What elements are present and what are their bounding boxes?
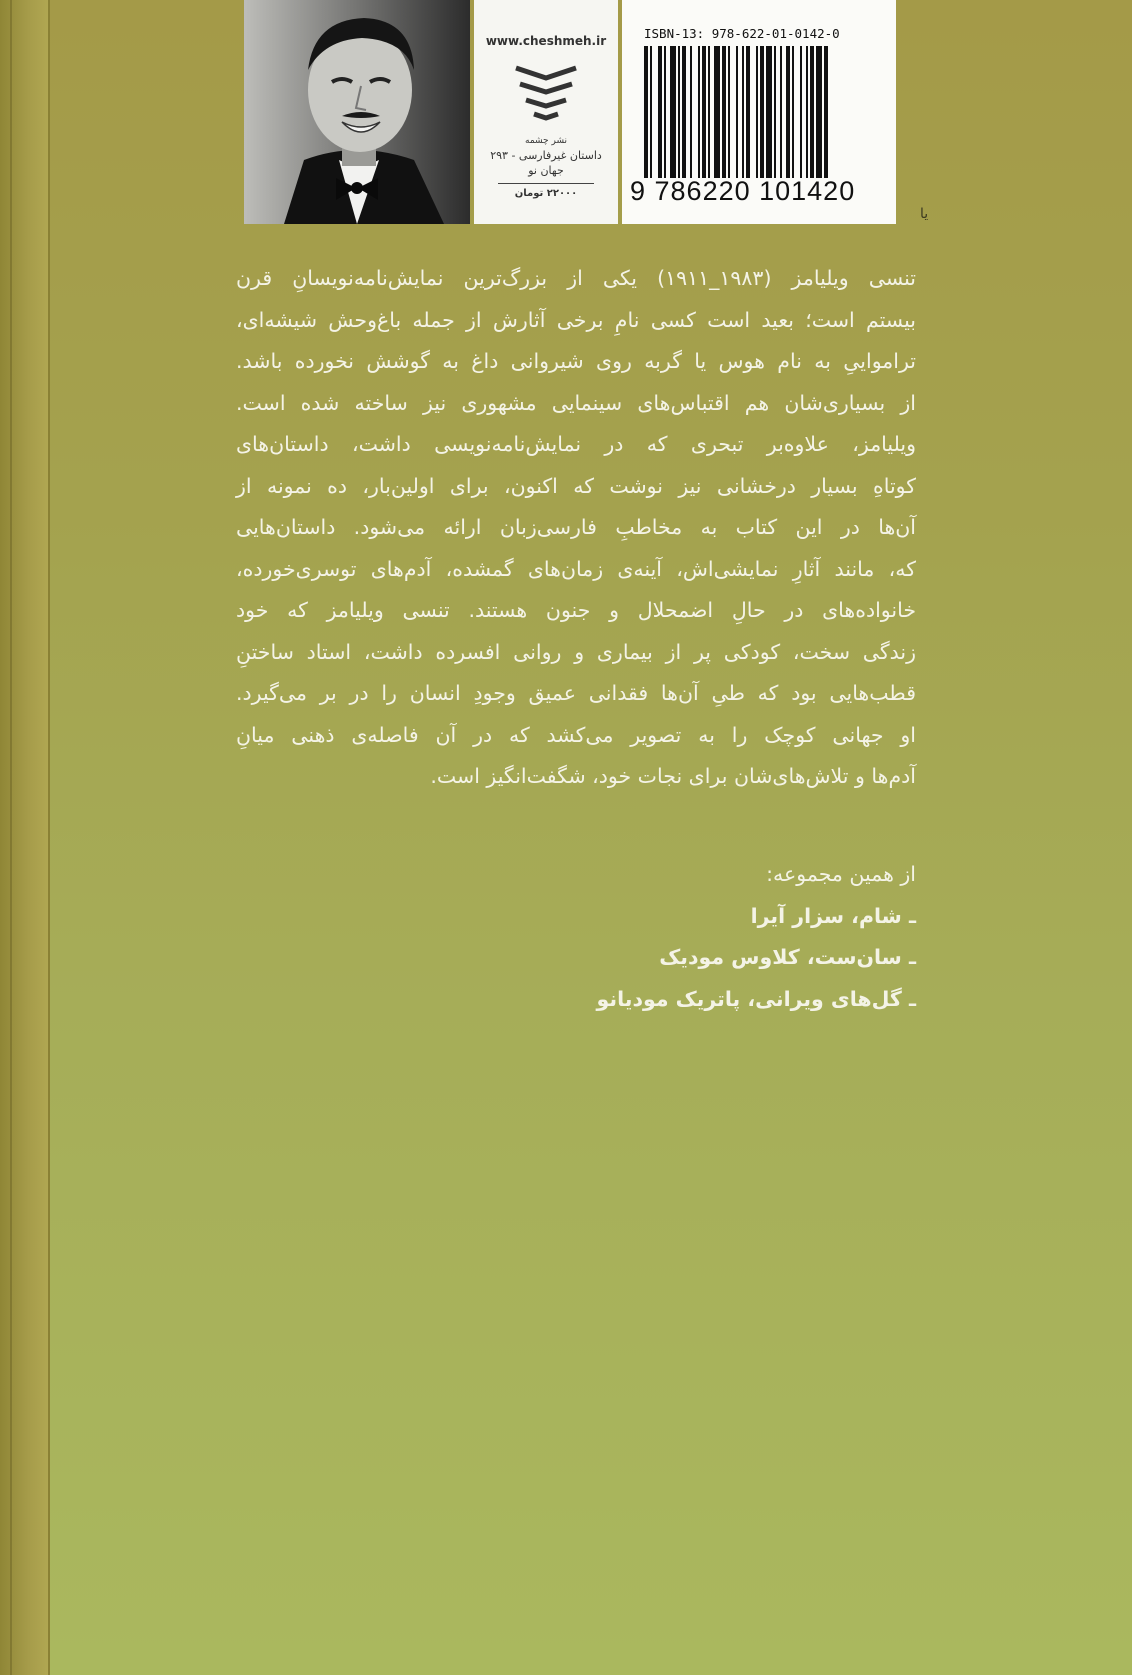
spine-fold-line xyxy=(10,0,12,1675)
isbn-text: ISBN-13: 978-622-01-0142-0 xyxy=(644,26,840,41)
barcode-digits: 9 786220 101420 xyxy=(630,176,856,206)
description-line: تنسی ویلیامز (۱۹۸۳_۱۹۱۱) یکی از بزرگ‌ترین نمایش‌نامه‌نویسانِ قرن xyxy=(236,266,917,290)
publisher-name: نشر چشمه xyxy=(525,136,567,146)
publisher-label xyxy=(474,0,618,224)
spine-edge xyxy=(0,0,50,1675)
series-item: ـ شام، سزار آیرا xyxy=(750,903,916,928)
side-mark: یا xyxy=(920,206,929,222)
publisher-imprint: جهان نو xyxy=(528,164,564,177)
series-item: ـ سان‌ست، کلاوس مودیک xyxy=(659,945,916,969)
description-line: زندگی سخت، کودکی پر از بیماری و روانی افسرده داشت، استاد ساختنِ xyxy=(236,639,916,664)
barcode-label xyxy=(622,0,896,224)
publisher-divider xyxy=(498,183,594,184)
description-line: بیستم است؛ بعید است کسی نامِ برخی آثارش از جمله باغ‌وحش شیشه‌ای، xyxy=(236,307,916,332)
description-line: که، مانند آثارِ نمایشی‌اش، آینه‌ی زمان‌های گمشده، آدم‌های توسری‌خورده، xyxy=(236,556,916,581)
description-line: آن‌ها در این کتاب به مخاطبِ فارسی‌زبان ارائه می‌شود. داستان‌هایی xyxy=(236,515,916,539)
barcode-icon xyxy=(644,46,884,178)
series-list xyxy=(560,854,916,1020)
description-line: از بسیاری‌شان هم اقتباس‌های سینمایی مشهوری نیز ساخته شده است. xyxy=(236,390,916,415)
description-line: خانواده‌های در حالِ اضمحلال و جنون هستند. تنسی ویلیامز که خود xyxy=(236,598,916,622)
publisher-url: www.cheshmeh.ir xyxy=(485,34,607,48)
book-price: ۲۲۰۰۰ تومان xyxy=(514,188,578,199)
description-line: آدم‌ها و تلاش‌های‌شان برای نجات خود، شگفت‌انگیز است. xyxy=(430,764,916,788)
publisher-logo-icon xyxy=(510,56,582,128)
description-line: ویلیامز، علاوه‌بر تبحری که در نمایش‌نامه‌نویسی داشت، داستان‌های xyxy=(236,432,916,456)
series-heading: از همین مجموعه: xyxy=(766,862,916,886)
series-item: ـ گل‌های ویرانی، پاتریک مودیانو xyxy=(596,986,916,1011)
description-line: ترامواییِ به نام هوس یا گربه روی شیروانی داغ به گوشش نخورده باشد. xyxy=(236,349,916,373)
publisher-series: داستان غیرفارسی - ۲۹۳ xyxy=(490,149,602,162)
description-line: قطب‌هایی بود که طیِ آن‌ها فقدانی عمیق وجودِ انسان را در بر می‌گیرد. xyxy=(236,681,916,705)
description-line: او جهانی کوچک را به تصویر می‌کشد که در آن فاصله‌ی ذهنی میانِ xyxy=(236,722,916,747)
description-line: کوتاهِ بسیار درخشانی نیز نوشت که اکنون، برای اولین‌بار، ده نمونه از xyxy=(236,473,916,498)
book-description xyxy=(236,258,916,798)
author-photo xyxy=(244,0,470,224)
